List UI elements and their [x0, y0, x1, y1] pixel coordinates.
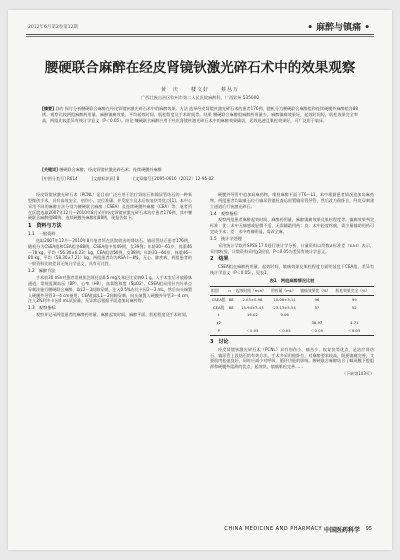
body-paragraph: 硬膜外导管中追加局麻药物，维持麻醉平面于T6～L1，术中根据患者情况追加局麻药物。两组患者均取截石位行输尿管镜检查后留置输尿管导管，然后改为俯卧位，经皮穿刺建立通道后行钬激光碎石。: [210, 192, 374, 209]
table-header-row: [210, 286, 374, 295]
table-cell: 16.02: [246, 312, 258, 318]
table-cell: 23.13±5.54: [273, 304, 296, 310]
journal-name-cn: 中国医药科学: [323, 527, 360, 534]
clc-number: [中图分类号] R614: [42, 176, 78, 181]
table-cell: 2.03±0.98: [242, 296, 263, 302]
table-cell: ＜0.05: [335, 327, 374, 335]
body-paragraph: CSEA组在麻醉药用量、起效时间、镇痛效果及肌松程度方面明显优于CEA组，差异有统计学意义（P＜0.05）。见表1。: [210, 264, 374, 276]
journal-page: [8, 10, 392, 550]
section-label: • 麻醉与镇痛 •: [307, 23, 370, 33]
subsection-heading: 1.5 统计学处理: [210, 235, 242, 241]
results-table: [210, 286, 374, 336]
keywords-text: 腰硬联合麻醉；经皮肾镜钬激光碎石术；连续硬膜外麻醉: [59, 167, 162, 172]
right-column: [210, 192, 374, 378]
table-cell: 38.97: [311, 320, 323, 326]
continued-note: （下转第103页）: [341, 371, 374, 377]
subsection-heading: 1.4 观察指标: [210, 210, 238, 216]
table-cell: [227, 327, 235, 335]
body-paragraph: 手术前30 min对患者常规肌注阿托品0.5 mg及苯巴比妥钠0.1 g。入手术室后开放静脉通道，常规监测血压（BP）、心率（HR）、血氧饱和度（SpO2）。CSEA组采用针内针单点穿刺法施行腰硬联合麻醉，取L2～3间隙穿刺，注入0.5%布比卡因2～3 mL，然后向头端置入硬膜外导管3～4 cm备用；CEA组取L1～2间隙穿刺，向头端置入硬膜外导管3～4 cm，注入2%利多卡因4 mL试验量，无异常后根据平面追加局麻药物。: [28, 274, 192, 304]
article-number: [文章编号] 2095-0616（2012）12-95-02: [133, 176, 214, 181]
table-body: [210, 295, 374, 335]
subsection-heading: 1.3 观察指标: [28, 305, 56, 311]
table-cell: [227, 319, 235, 327]
article-title: 腰硬联合麻醉在经皮肾镜钬激光碎石术中的效果观察: [44, 60, 356, 76]
keywords: [42, 167, 358, 173]
abstract: [42, 106, 358, 124]
section-heading: 1 资料与方法: [28, 223, 62, 230]
body-paragraph: 观察两组患者麻醉起效时间、麻醉药用量、麻醉镇痛效果及肌松程度等。镇痛效果判定标准：优：术中无痛感或轻微不适，无需辅助用药；良：术中轻度疼痛，需少量辅助用药可完成手术；差：术中疼痛明显，需改全麻。: [210, 217, 374, 235]
header-rule: [26, 34, 374, 35]
body-paragraph: 选取2007年12月～2010年8月笔者所在医院收治的肾结石、输尿管结石患者176例，随机分为CSEA组和CEA组各88例。CSEA组中男49例，女39例；年龄30～61岁，体重46～78 kg，平均（56.30±6.23）kg。CEA组男50例，女38例；年龄33～60岁，体重46～80 kg，平均（58.30±7.21）kg。两组患者均为ASA Ⅰ～Ⅱ级，无心、肺疾病，两组患者的一般资料比较差异无统计学意义，具有可比性。: [28, 237, 192, 267]
page-number: 95: [365, 526, 372, 532]
table-row: [210, 327, 374, 335]
table-header-cell: 用药量（mL）: [270, 286, 299, 295]
table-cell: 52: [351, 304, 357, 310]
doc-code: [文献标识码] B: [91, 176, 120, 181]
table-cell: [227, 311, 235, 319]
table-cell: P: [210, 327, 227, 335]
table-header-cell: 肌松效果完全（%）: [335, 286, 374, 295]
table-cell: [335, 311, 374, 319]
table-cell: 96: [314, 296, 320, 302]
table-cell: [235, 319, 270, 327]
abstract-label: [摘要]: [42, 106, 54, 111]
table-header-cell: 镇痛效果优（%）: [299, 286, 334, 295]
classification-meta: [42, 176, 358, 182]
subsection-heading: 1.2 麻醉方法: [28, 268, 56, 274]
table-cell: 9.06: [280, 312, 289, 318]
table-cell: 4.71: [350, 320, 359, 326]
authors: 黄 庆 楼文好 蔡丛万: [160, 87, 239, 93]
intro-paragraph: 经皮肾镜钬激光碎石术（PCNL）是目前广泛应用于治疗肾结石和输尿管结石的一种新型微创手术，具有高效安全、创伤小、定位准确、并发症少及术后恢复快等优点[1]。本中心采用不同的麻醉方法分别为腰硬联合麻醉（CSEA）及连续硬膜外麻醉（CEA）等。笔者所在医院选取2007年12月～2010年8月采用经皮肾镜钬激光碎石术治疗患者176例，其中腰硬联合麻醉组88例，连续硬膜外麻醉组88例，现报告如下。: [28, 192, 192, 221]
table-caption: 表1 两组麻醉情况比较: [269, 277, 315, 283]
table-cell: [299, 311, 334, 319]
keywords-label: [关键词]: [42, 167, 59, 172]
table-row: [210, 319, 374, 327]
table-cell: χ2: [216, 320, 221, 326]
table-cell: 10.08±3.11: [273, 296, 296, 302]
table-cell: ＜0.05: [270, 327, 299, 335]
table-cell: ＜0.05: [235, 327, 270, 335]
subsection-heading: 1.1 一般资料: [28, 231, 56, 237]
table-cell: 88: [228, 304, 234, 310]
body-paragraph: 观察并记录两组患者的麻醉药用量、麻醉起效时间、麻醉平面、肌松程度及手术时间。: [36, 312, 190, 318]
table-cell: 88: [228, 296, 234, 302]
body-paragraph: 经皮肾镜钬激光碎石术（PCNL）具有创伤小、痛苦少、恢复快等优点，是治疗肾结石、输尿管上段结石的有效方法。手术多采用俯卧位，对麻醉要求较高，既要镇痛完善，又要肌肉松弛良好，同时应减少对呼吸、循环功能的影响。腰硬联合麻醉结合了蛛网膜下腔阻滞和硬膜外阻滞的优点，起效快、镇痛肌松完善……: [210, 346, 374, 370]
table-row: [210, 295, 374, 303]
table-cell: CSEA组: [211, 296, 226, 302]
table-header-cell: 起效时间（min）: [235, 286, 270, 295]
table-cell: ＜0.05: [299, 327, 334, 335]
header-rule-thin: [26, 36, 374, 37]
issue-info: 2012年6月第2卷第12期: [28, 25, 78, 30]
section-heading: 3 讨论: [210, 338, 229, 345]
table-cell: CEA组: [212, 304, 225, 310]
left-column: [28, 192, 192, 319]
abstract-text: 目的 探讨分析腰硬联合麻醉在经皮肾镜钬激光碎石术中的麻醉效果。方法 选择经皮肾镜钬激光碎石术的患者176例，随机分为腰硬联合麻醉组和连续硬膜外麻醉组各88例。观察比较两组麻醉药用量、麻醉镇痛效果、平均起效时间、肌松程度及手术时间等。结果 腰硬联合麻醉组麻醉药用量少，麻醉镇痛效果好，起效时间短，肌松效果完全率高，两组比较差异有统计学意义（P＜0.05）。结论 腰硬联合麻醉应用于经皮肾镜钬激光碎石术中的麻醉效果确切，起效迅速且肌松效果好，可广泛用于临床。: [42, 106, 358, 123]
table-row: [210, 311, 374, 319]
table-cell: t: [217, 312, 220, 318]
section-heading: 2 结果: [210, 256, 229, 263]
table-row: [210, 304, 374, 312]
body-paragraph: 采用统计学软件SPSS 17.0进行统计学分析，计量资料以均数±标准差（x±s）表示，采用t检验，计数资料采用χ2检验，P＜0.05为差异有统计学意义。: [210, 242, 374, 254]
table-cell: 99: [351, 296, 357, 302]
table-cell: 57: [314, 304, 320, 310]
journal-name-en: CHINA MEDICINE AND PHARMACY: [224, 526, 322, 532]
table-header-cell: n: [227, 286, 235, 295]
table-header-cell: 组别: [210, 286, 227, 295]
table-cell: 15.94±3.43: [241, 304, 264, 310]
affiliation: 广西壮族自治区钦州市第二人民医院麻醉科，广西钦州 535000: [141, 95, 259, 100]
table-cell: [270, 319, 299, 327]
